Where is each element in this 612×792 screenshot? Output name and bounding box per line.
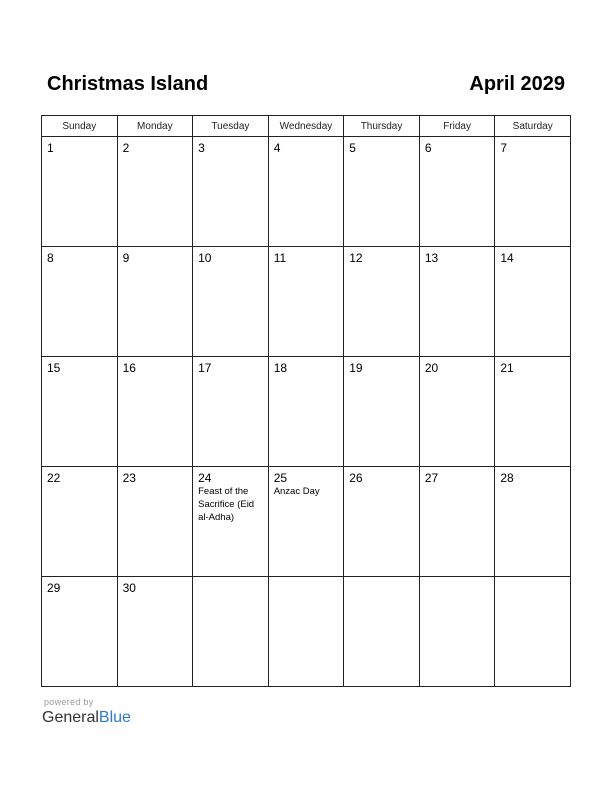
calendar-day-cell <box>344 137 420 247</box>
calendar-week-row <box>42 247 571 357</box>
day-number <box>193 577 268 581</box>
calendar-day-cell <box>495 137 571 247</box>
day-number: 18 <box>273 361 288 375</box>
calendar-day-cell <box>419 467 495 577</box>
calendar-day-cell <box>193 137 269 247</box>
day-number: 3 <box>198 141 205 155</box>
day-number: 28 <box>500 471 514 485</box>
day-number: 4 <box>273 141 281 155</box>
calendar-day-cell <box>268 577 344 687</box>
calendar-day-cell <box>495 467 571 577</box>
calendar-day-cell <box>193 577 269 687</box>
day-number <box>269 577 344 581</box>
calendar-day-cell <box>344 247 420 357</box>
day-number: 25 <box>273 471 288 485</box>
day-number: 13 <box>424 251 439 265</box>
day-number <box>344 577 419 581</box>
day-number: 23 <box>122 471 136 485</box>
day-number: 24 <box>198 471 212 485</box>
day-number: 21 <box>500 361 514 375</box>
day-number: 15 <box>47 361 61 375</box>
calendar-day-cell <box>268 467 344 577</box>
day-number: 10 <box>198 251 212 265</box>
calendar-day-cell <box>117 357 193 467</box>
calendar-day-cell <box>495 577 571 687</box>
calendar-day-cell <box>42 357 118 467</box>
calendar-day-cell <box>495 247 571 357</box>
calendar-day-cell <box>268 247 344 357</box>
brand-name-blue: Blue <box>98 709 131 726</box>
day-number: 22 <box>47 471 61 485</box>
day-number: 8 <box>47 251 54 265</box>
calendar-day-cell <box>42 467 118 577</box>
calendar-week-row <box>42 577 571 687</box>
calendar-day-cell <box>117 137 193 247</box>
calendar-day-cell <box>42 137 118 247</box>
day-number: 20 <box>424 361 439 375</box>
weekday-header: Saturday <box>495 116 571 137</box>
calendar-week-row <box>42 467 571 577</box>
calendar-day-cell <box>419 247 495 357</box>
calendar-day-cell <box>344 577 420 687</box>
powered-by-label: powered by <box>44 697 94 707</box>
day-number: 6 <box>424 141 432 155</box>
calendar-day-cell <box>268 137 344 247</box>
brand-logo <box>42 708 131 728</box>
calendar-week-row <box>42 137 571 247</box>
weekday-header: Thursday <box>344 116 420 137</box>
calendar-day-cell <box>344 467 420 577</box>
calendar-day-cell <box>117 247 193 357</box>
day-number: 29 <box>47 581 61 595</box>
calendar-day-cell <box>193 247 269 357</box>
day-number: 30 <box>122 581 136 595</box>
calendar-day-cell <box>42 247 118 357</box>
calendar-body <box>42 137 571 687</box>
day-number: 2 <box>122 141 130 155</box>
calendar-month-title: April 2029 <box>469 73 565 95</box>
calendar-region-title: Christmas Island <box>47 73 209 95</box>
calendar-week-row <box>42 357 571 467</box>
day-number: 9 <box>122 251 130 265</box>
calendar-day-cell <box>117 577 193 687</box>
day-number: 27 <box>424 471 439 485</box>
calendar-day-cell <box>268 357 344 467</box>
day-number: 7 <box>500 141 508 155</box>
weekday-header: Wednesday <box>268 116 344 137</box>
day-number: 14 <box>500 251 514 265</box>
day-number: 11 <box>273 251 287 265</box>
calendar-day-cell <box>419 577 495 687</box>
calendar-day-cell <box>193 467 269 577</box>
day-number <box>495 577 570 581</box>
calendar-day-cell <box>344 357 420 467</box>
calendar-day-cell <box>42 577 118 687</box>
weekday-header: Monday <box>117 116 193 137</box>
day-number: 17 <box>198 361 212 375</box>
day-number: 1 <box>47 141 54 155</box>
calendar-day-cell <box>495 357 571 467</box>
day-number: 5 <box>349 141 356 155</box>
day-number <box>420 577 495 581</box>
calendar-day-cell <box>419 357 495 467</box>
brand-name-general: General <box>42 709 99 726</box>
weekday-header: Sunday <box>42 116 118 137</box>
calendar-day-cell <box>419 137 495 247</box>
day-number: 26 <box>349 471 363 485</box>
calendar-day-cell <box>117 467 193 577</box>
calendar-day-cell <box>193 357 269 467</box>
day-number: 12 <box>349 251 363 265</box>
holiday-event: Anzac Day <box>273 486 320 497</box>
calendar-grid <box>41 115 571 687</box>
day-number: 16 <box>122 361 136 375</box>
weekday-header: Friday <box>419 116 495 137</box>
day-number: 19 <box>349 361 363 375</box>
weekday-header-row <box>42 116 571 137</box>
holiday-event: Feast of the Sacrifice (Eid al-Adha) <box>198 486 255 523</box>
weekday-header: Tuesday <box>193 116 269 137</box>
